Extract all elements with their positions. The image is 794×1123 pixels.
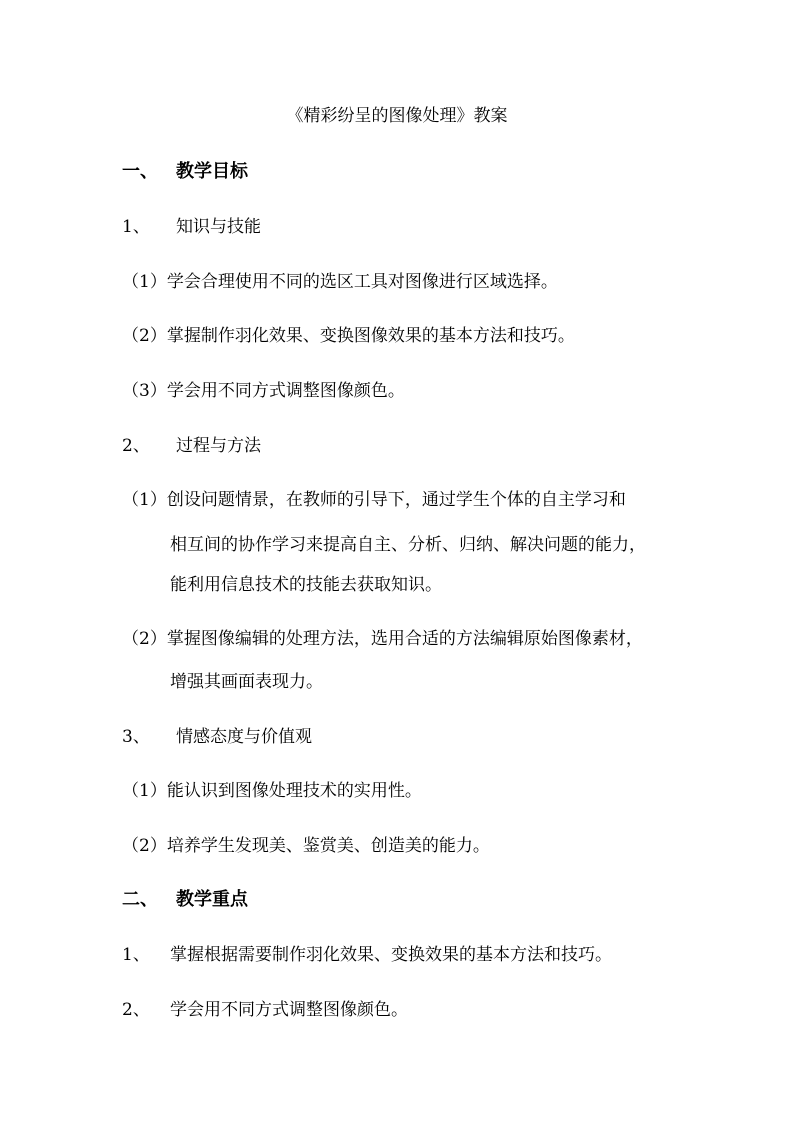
subsection-heading: 知识与技能 xyxy=(176,217,261,237)
subsection-number: 2、 xyxy=(122,436,150,456)
list-item-continuation: 能利用信息技术的技能去获取知识。 xyxy=(170,575,442,595)
list-item: （1）能认识到图像处理技术的实用性。 xyxy=(122,781,422,801)
subsection-heading: 情感态度与价值观 xyxy=(176,727,312,747)
list-item-continuation: 相互间的协作学习来提高自主、分析、归纳、解决问题的能力， xyxy=(170,535,646,555)
document-title: 《精彩纷呈的图像处理》教案 xyxy=(286,106,508,126)
list-item: （1）创设问题情景，在教师的引导下，通过学生个体的自主学习和 xyxy=(122,490,626,510)
subsection-number: 1、 xyxy=(122,217,150,237)
section-number: 二、 xyxy=(122,889,158,910)
list-item: （2）培养学生发现美、鉴赏美、创造美的能力。 xyxy=(122,836,490,856)
section-number: 一、 xyxy=(122,161,158,182)
subsection-number: 3、 xyxy=(122,727,150,747)
section-heading: 教学目标 xyxy=(176,161,248,182)
list-item-continuation: 增强其画面表现力。 xyxy=(170,672,323,692)
list-item: （3）学会用不同方式调整图像颜色。 xyxy=(122,381,405,401)
list-item-number: 1、 xyxy=(122,945,150,965)
list-item: （1）学会合理使用不同的选区工具对图像进行区域选择。 xyxy=(122,272,558,292)
list-item: 掌握根据需要制作羽化效果、变换效果的基本方法和技巧。 xyxy=(170,945,612,965)
section-heading: 教学重点 xyxy=(176,889,248,910)
list-item: （2）掌握图像编辑的处理方法，选用合适的方法编辑原始图像素材， xyxy=(122,629,643,649)
list-item-number: 2、 xyxy=(122,1000,150,1020)
subsection-heading: 过程与方法 xyxy=(176,436,261,456)
list-item: 学会用不同方式调整图像颜色。 xyxy=(170,1000,408,1020)
list-item: （2）掌握制作羽化效果、变换图像效果的基本方法和技巧。 xyxy=(122,326,575,346)
